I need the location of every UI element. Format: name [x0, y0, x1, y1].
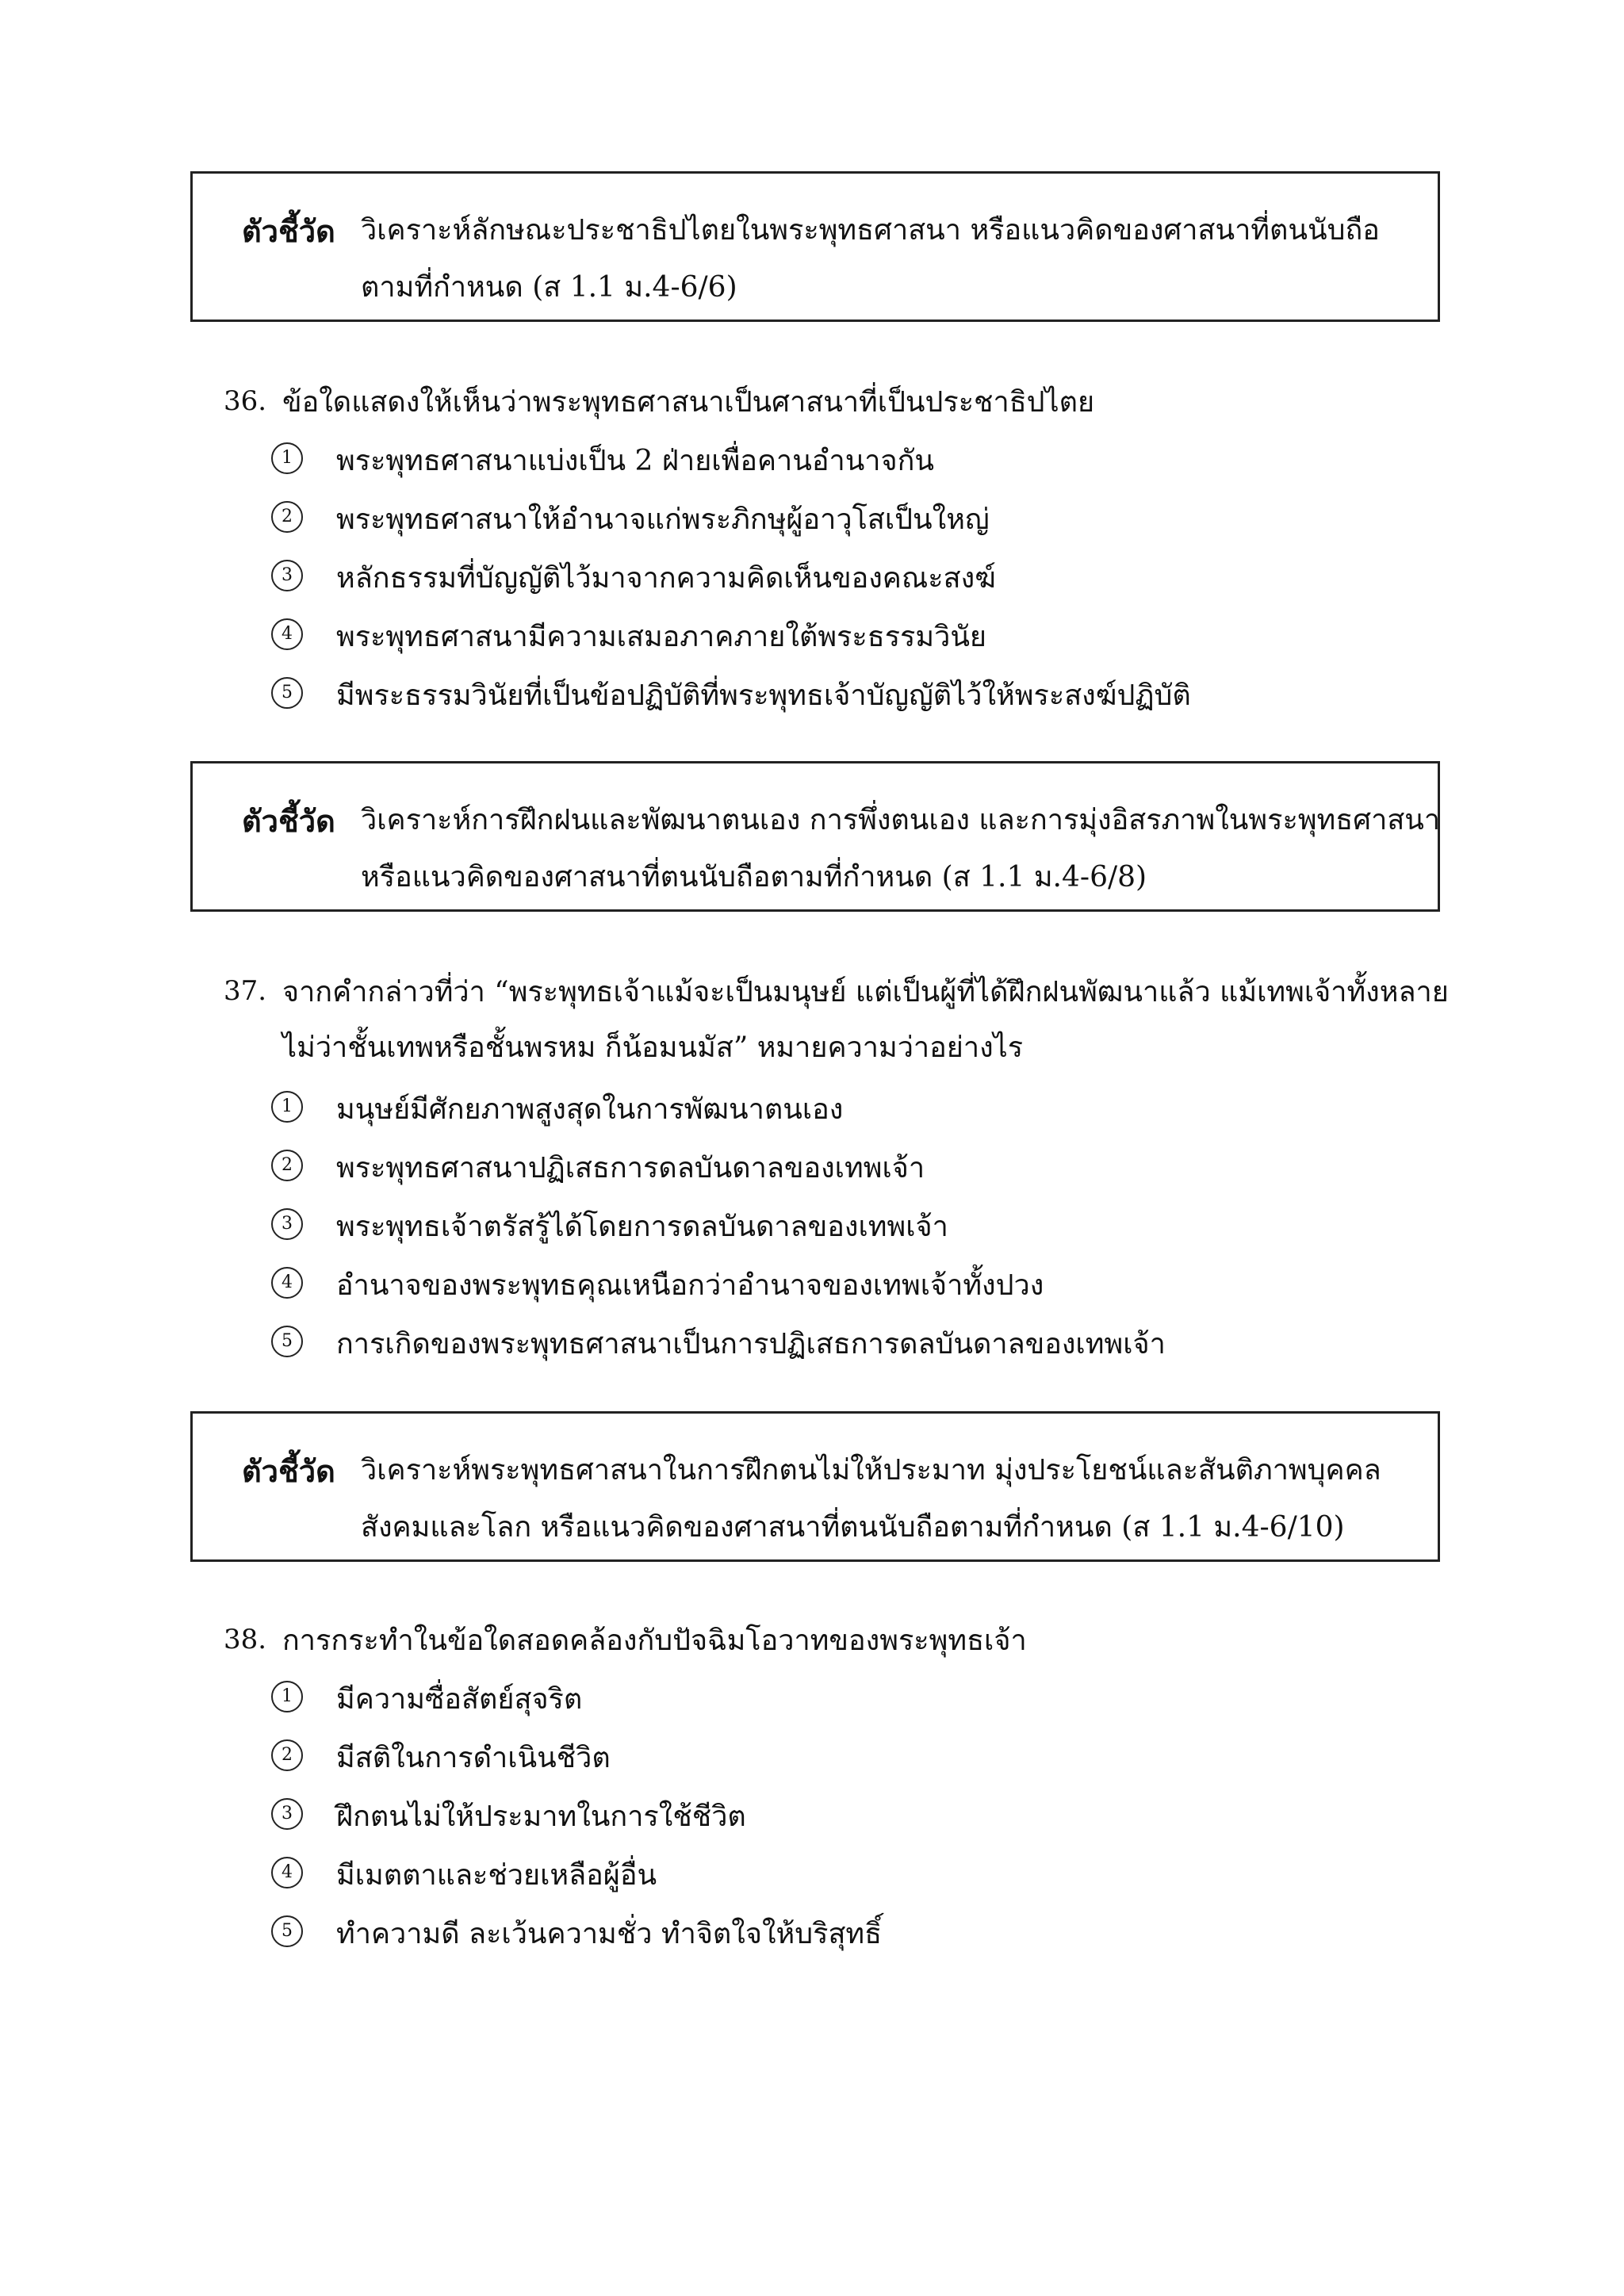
choice-number-circle[interactable]: 4	[271, 1857, 303, 1888]
choice-text: การเกิดของพระพุทธศาสนาเป็นการปฏิเสธการดลบันดาลของเทพเจ้า	[336, 1328, 1166, 1360]
indicator-box	[190, 1411, 1440, 1562]
choice-text: ฝึกตนไม่ให้ประมาทในการใช้ชีวิต	[336, 1800, 746, 1833]
choice-item[interactable]	[0, 617, 1624, 664]
choice-item[interactable]	[0, 1738, 1624, 1785]
indicator-text: วิเคราะห์การฝึกฝนและพัฒนาตนเอง การพึ่งตนเอง และการมุ่งอิสรภาพในพระพุทธศาสนา	[361, 804, 1441, 836]
choice-item[interactable]	[0, 558, 1624, 606]
indicator-box	[190, 171, 1440, 322]
question-number: 38.	[224, 1624, 267, 1655]
choice-item[interactable]	[0, 1207, 1624, 1254]
question-number: 37.	[224, 975, 267, 1007]
choice-text: พระพุทธศาสนาแบ่งเป็น 2 ฝ่ายเพื่อคานอำนาจกัน	[336, 445, 935, 477]
choice-text: พระพุทธศาสนามีความเสมอภาคภายใต้พระธรรมวินัย	[336, 621, 987, 653]
choice-number-circle[interactable]: 1	[271, 442, 303, 474]
choice-item[interactable]	[0, 1265, 1624, 1313]
choice-text: อำนาจของพระพุทธคุณเหนือกว่าอำนาจของเทพเจ้าทั้งปวง	[336, 1269, 1044, 1302]
indicator-box	[190, 761, 1440, 912]
choice-item[interactable]	[0, 1855, 1624, 1903]
choice-number-circle[interactable]: 3	[271, 1798, 303, 1830]
question-text: จากคำกล่าวที่ว่า “พระพุทธเจ้าแม้จะเป็นมนุษย์ แต่เป็นผู้ที่ได้ฝึกฝนพัฒนาแล้ว แม้เทพเจ้าทั้งหลาย	[282, 976, 1449, 1008]
choice-number-circle[interactable]: 5	[271, 1326, 303, 1357]
choice-text: พระพุทธเจ้าตรัสรู้ได้โดยการดลบันดาลของเทพเจ้า	[336, 1211, 948, 1243]
choice-number-circle[interactable]: 1	[271, 1681, 303, 1712]
indicator-label: ตัวชี้วัด	[242, 1453, 335, 1489]
choice-text: มีพระธรรมวินัยที่เป็นข้อปฏิบัติที่พระพุทธเจ้าบัญญัติไว้ให้พระสงฆ์ปฏิบัติ	[336, 679, 1191, 712]
choice-number-circle[interactable]: 2	[271, 1150, 303, 1181]
indicator-text: วิเคราะห์พระพุทธศาสนาในการฝึกตนไม่ให้ประมาท มุ่งประโยชน์และสันติภาพบุคคล	[361, 1454, 1381, 1487]
choice-number-circle[interactable]: 2	[271, 501, 303, 533]
indicator-text: ตามที่กำหนด (ส 1.1 ม.4-6/6)	[361, 271, 737, 304]
choice-text: มนุษย์มีศักยภาพสูงสุดในการพัฒนาตนเอง	[336, 1093, 844, 1126]
choice-item[interactable]	[0, 1324, 1624, 1372]
choice-text: มีเมตตาและช่วยเหลือผู้อื่น	[336, 1859, 657, 1892]
choice-item[interactable]	[0, 675, 1624, 723]
choice-text: มีความซื่อสัตย์สุจริต	[336, 1683, 583, 1716]
choice-number-circle[interactable]: 2	[271, 1739, 303, 1771]
question-number: 36.	[224, 385, 267, 417]
choice-number-circle[interactable]: 3	[271, 560, 303, 591]
indicator-text: วิเคราะห์ลักษณะประชาธิปไตยในพระพุทธศาสนา หรือแนวคิดของศาสนาที่ตนนับถือ	[361, 214, 1380, 247]
indicator-label: ตัวชี้วัด	[242, 213, 335, 249]
question-text: การกระทำในข้อใดสอดคล้องกับปัจฉิมโอวาทของพระพุทธเจ้า	[282, 1624, 1027, 1657]
choice-item[interactable]	[0, 441, 1624, 488]
choice-number-circle[interactable]: 1	[271, 1091, 303, 1123]
indicator-label: ตัวชี้วัด	[242, 803, 335, 839]
choice-item[interactable]	[0, 1914, 1624, 1961]
choice-number-circle[interactable]: 3	[271, 1208, 303, 1240]
question-text: ข้อใดแสดงให้เห็นว่าพระพุทธศาสนาเป็นศาสนาที่เป็นประชาธิปไตย	[282, 386, 1095, 419]
indicator-text: สังคมและโลก หรือแนวคิดของศาสนาที่ตนนับถือตามที่กำหนด (ส 1.1 ม.4-6/10)	[361, 1511, 1345, 1544]
choice-text: พระพุทธศาสนาให้อำนาจแก่พระภิกษุผู้อาวุโสเป็นใหญ่	[336, 503, 990, 536]
choice-item[interactable]	[0, 1679, 1624, 1727]
choice-text: ทำความดี ละเว้นความชั่ว ทำจิตใจให้บริสุทธิ์	[336, 1918, 883, 1950]
choice-number-circle[interactable]: 4	[271, 1267, 303, 1299]
choice-item[interactable]	[0, 1089, 1624, 1137]
question-text: ไม่ว่าชั้นเทพหรือชั้นพรหม ก็น้อมนมัส” หมายความว่าอย่างไร	[282, 1031, 1024, 1064]
choice-item[interactable]	[0, 1797, 1624, 1844]
choice-item[interactable]	[0, 499, 1624, 547]
indicator-text: หรือแนวคิดของศาสนาที่ตนนับถือตามที่กำหนด (ส 1.1 ม.4-6/8)	[361, 861, 1147, 894]
choice-text: พระพุทธศาสนาปฏิเสธการดลบันดาลของเทพเจ้า	[336, 1152, 925, 1184]
choice-number-circle[interactable]: 4	[271, 618, 303, 650]
choice-number-circle[interactable]: 5	[271, 677, 303, 709]
choice-item[interactable]	[0, 1148, 1624, 1196]
choice-text: หลักธรรมที่บัญญัติไว้มาจากความคิดเห็นของคณะสงฆ์	[336, 562, 996, 595]
choice-number-circle[interactable]: 5	[271, 1915, 303, 1947]
choice-text: มีสติในการดำเนินชีวิต	[336, 1742, 611, 1774]
